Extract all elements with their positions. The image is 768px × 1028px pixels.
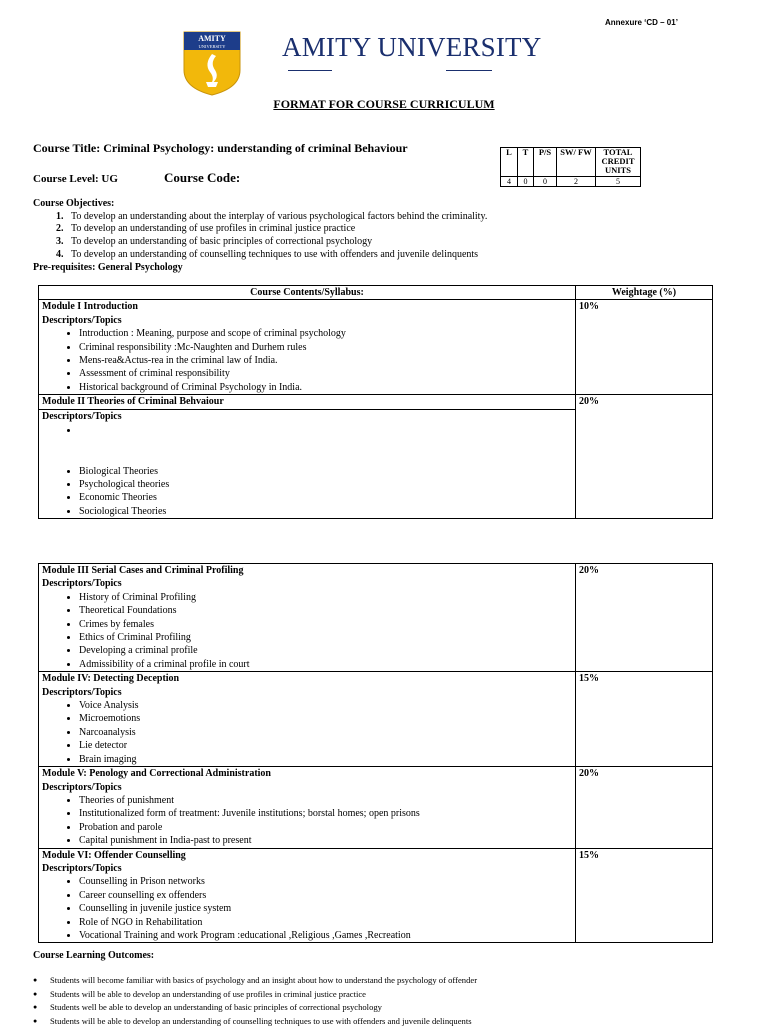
credit-value-total: 5 [596, 177, 641, 187]
objective-item: 2. To develop an understanding of use profiles in criminal justice practice [66, 223, 487, 236]
module-title: Module II Theories of Criminal Behvaiour [39, 395, 576, 410]
title-rule-right [446, 70, 492, 71]
amity-logo [182, 30, 242, 96]
topic-item: • Counselling in Prison networks [79, 875, 572, 888]
prerequisites: Pre-requisites: General Psychology [33, 262, 487, 275]
topic-item: • Career counselling ex offenders [79, 889, 572, 902]
syllabus-table-part1 [38, 285, 713, 519]
topic-item: • Psychological theories [79, 478, 572, 491]
topic-item: • Criminal responsibility :Mc-Naughten and Durhem rules [79, 341, 572, 354]
annexure-label: Annexure ‘CD – 01’ [605, 18, 678, 27]
logo-text-top: AMITY [198, 34, 226, 43]
topic-item: • Mens-rea&Actus-rea in the criminal law of India. [79, 354, 572, 367]
credit-table [500, 147, 641, 187]
topic-item: • Developing a criminal profile [79, 644, 572, 657]
outcome-item: ● Students will be able to develop an understanding of counselling techniques to use with offenders and juvenile delinquents [33, 1015, 477, 1028]
topic-item: • Economic Theories [79, 491, 572, 504]
descriptor-label: Descriptors/Topics [42, 314, 572, 327]
topic-item: • Historical background of Criminal Psychology in India. [79, 381, 572, 394]
course-title: Course Title: Criminal Psychology: understanding of criminal Behaviour [33, 141, 408, 156]
credit-value-swfw: 2 [557, 177, 596, 187]
topic-item: • Sociological Theories [79, 505, 572, 518]
credit-value-l: 4 [501, 177, 518, 187]
topic-item: • Microemotions [79, 712, 572, 725]
outcomes-heading: Course Learning Outcomes: [33, 950, 154, 961]
credit-header-t: T [518, 148, 534, 177]
module-cell [39, 672, 576, 767]
topic-item: • Narcoanalysis [79, 726, 572, 739]
topic-item: • Capital punishment in India-past to present [79, 834, 572, 847]
topic-item: • Lie detector [79, 739, 572, 752]
outcome-item: ● Students well be able to develop an understanding of basic principles of correctional psychology [33, 1001, 477, 1015]
module-weight: 20% [576, 767, 713, 848]
module-weight: 10% [576, 300, 713, 395]
topic-item: • History of Criminal Profiling [79, 591, 572, 604]
outcome-item: ● Students will be able to develop an understanding of use profiles in criminal justice practice [33, 988, 477, 1002]
topic-item: • Assessment of criminal responsibility [79, 367, 572, 380]
module-cell [39, 410, 576, 519]
topic-list [42, 794, 572, 848]
topic-list [42, 875, 572, 942]
syllabus-header-weightage: Weightage (%) [576, 286, 713, 300]
credit-header-total: TOTAL CREDIT UNITS [596, 148, 641, 177]
credit-value-t: 0 [518, 177, 534, 187]
module-weight: 15% [576, 672, 713, 767]
topic-item: • Crimes by females [79, 618, 572, 631]
syllabus-header-contents: Course Contents/Syllabus: [39, 286, 576, 300]
credit-header-l: L [501, 148, 518, 177]
module-cell [39, 300, 576, 395]
descriptor-label: Descriptors/Topics [42, 686, 572, 699]
syllabus-table-part2 [38, 563, 713, 943]
credit-value-ps: 0 [534, 177, 557, 187]
objectives-heading: Course Objectives: [33, 198, 487, 211]
topic-item: • Theoretical Foundations [79, 604, 572, 617]
topic-item: • Ethics of Criminal Profiling [79, 631, 572, 644]
objectives-list [33, 211, 487, 262]
title-rule-left [288, 70, 332, 71]
course-code: Course Code: [164, 170, 240, 186]
outcomes-list [33, 974, 477, 1028]
module-weight: 15% [576, 848, 713, 943]
credit-header-swfw: SW/ FW [557, 148, 596, 177]
descriptor-label: Descriptors/Topics [42, 577, 572, 590]
topic-list [42, 327, 572, 394]
module-cell [39, 848, 576, 943]
topic-item: • Admissibility of a criminal profile in court [79, 658, 572, 671]
topic-item: • Vocational Training and work Program :educational ,Religious ,Games ,Recreation [79, 929, 572, 942]
module-title: Module V: Penology and Correctional Administration [42, 767, 572, 780]
module-cell [39, 564, 576, 672]
topic-item: • Counselling in juvenile justice system [79, 902, 572, 915]
format-title: FORMAT FOR COURSE CURRICULUM [0, 97, 768, 112]
outcome-item: ● Students will become familiar with basics of psychology and an insight about how to understand the psychology of offender [33, 974, 477, 988]
topic-list [42, 699, 572, 766]
topic-list [42, 591, 572, 671]
module-weight: 20% [576, 564, 713, 672]
topic-item: • Institutionalized form of treatment: Juvenile institutions; borstal homes; open prisons [79, 807, 572, 820]
course-objectives [33, 198, 487, 274]
descriptor-label: Descriptors/Topics [42, 862, 572, 875]
module-title: Module III Serial Cases and Criminal Profiling [42, 564, 572, 577]
descriptor-label: Descriptors/Topics [42, 781, 572, 794]
module-weight: 20% [576, 395, 713, 519]
university-name: AMITY UNIVERSITY [282, 32, 541, 63]
objective-item: 3. To develop an understanding of basic principles of correctional psychology [66, 236, 487, 249]
module-title: Module I Introduction [42, 300, 572, 313]
module-title: Module VI: Offender Counselling [42, 849, 572, 862]
objective-item: 4. To develop an understanding of counselling techniques to use with offenders and juvenile delinquents [66, 249, 487, 262]
module-cell [39, 767, 576, 848]
topic-item: • Introduction : Meaning, purpose and scope of criminal psychology [79, 327, 572, 340]
topic-item: • Brain imaging [79, 753, 572, 766]
topic-item: • Role of NGO in Rehabilitation [79, 916, 572, 929]
objective-item: 1. To develop an understanding about the interplay of various psychological factors behind the criminality. [66, 211, 487, 224]
topic-list [42, 424, 572, 519]
topic-item: • Biological Theories [79, 465, 572, 478]
course-level: Course Level: UG [33, 173, 118, 185]
credit-header-ps: P/S [534, 148, 557, 177]
module-title: Module IV: Detecting Deception [42, 672, 572, 685]
descriptor-label: Descriptors/Topics [42, 410, 572, 423]
topic-item: • Voice Analysis [79, 699, 572, 712]
topic-item: • Theories of punishment [79, 794, 572, 807]
topic-item [79, 424, 572, 465]
logo-text-bottom: UNIVERSITY [199, 44, 227, 49]
topic-item: • Probation and parole [79, 821, 572, 834]
